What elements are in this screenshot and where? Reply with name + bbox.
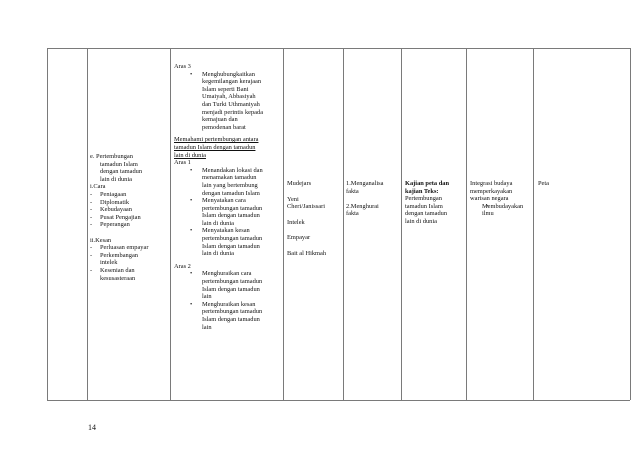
aras1-bullet-line: • Menandakan lokasi dan	[174, 167, 282, 175]
activity-bold-line: kajian Teks:	[405, 187, 439, 195]
table-col-divider	[466, 48, 467, 400]
aras3-bullet-line: Islam seperti Bani	[202, 85, 249, 93]
aras3-bullet-line: menjadi perintis kepada	[202, 108, 264, 116]
value-cell	[470, 180, 532, 218]
topic-item-e-line: lain di dunia	[100, 175, 132, 183]
aras2-bullet-line: pertembungan tamadun	[202, 308, 263, 316]
topic-cell	[90, 153, 168, 282]
aras3-bullet-line: Umaiyah, Abbasiyah	[202, 93, 256, 101]
aras3-bullet-line: kemajuan dan	[202, 116, 238, 124]
table-col-divider	[170, 48, 171, 400]
kesan-item: kesusasteraan	[100, 274, 136, 282]
aras1-bullet-line: dengan tamadun Islam	[202, 189, 260, 197]
aras1-bullet-line: • Menyatakan kesan	[174, 227, 282, 235]
aras1-bullet-line: lain di dunia	[202, 219, 234, 227]
activity-line: tamadun Islam	[405, 202, 443, 210]
aras1-bullet-line: menamakan tamadun	[202, 174, 257, 182]
keyword-item: Cheri/Janissari	[287, 203, 325, 211]
aras2-bullet-line: lain	[202, 323, 212, 331]
aras2-bullet-line: • Menghuraikan cara	[174, 270, 282, 278]
heading-line: lain di dunia	[174, 151, 206, 159]
table-border-bottom	[47, 400, 630, 401]
aras1-bullet-line: pertembungan tamadun	[202, 204, 263, 212]
thinking-skill-cell	[346, 180, 400, 218]
activity-bold-line: Kajian peta dan	[405, 180, 450, 187]
cara-item: - Peperangan	[90, 221, 168, 229]
topic-item-e-line: tamadun Islam	[100, 160, 138, 168]
keyword-item: Mudejars	[287, 180, 312, 187]
table-col-divider	[401, 48, 402, 400]
topic-item-e-line: e. Pertembungan	[90, 153, 133, 160]
aras2-bullet-line: Islam dengan tamadun	[202, 285, 260, 293]
resource-text: Peta	[538, 180, 550, 187]
aras2-label: Aras 2	[174, 262, 191, 270]
skill-line: fakta	[346, 187, 359, 195]
aras1-bullet-line: pertembungan tamadun	[202, 235, 263, 243]
aras1-bullet-line: Islam dengan tamadun	[202, 242, 260, 250]
value-line: Integrasi budaya	[470, 180, 513, 187]
activity-cell	[405, 180, 465, 226]
skill-line: 2.Menghurai	[346, 202, 379, 210]
aras1-label: Aras 1	[174, 159, 191, 167]
table-col-divider	[533, 48, 534, 400]
aras1-bullet-line: Islam dengan tamadun	[202, 212, 260, 220]
keyword-item: Yeni	[287, 195, 299, 203]
aras3-bullet-line: kegemilangan kerajaan	[202, 78, 262, 86]
cara-item: - Diplomatik	[90, 199, 168, 207]
value-line: warisan negara	[470, 195, 509, 203]
kesan-item: intelek	[100, 259, 118, 267]
keyword-item: Empayar	[287, 234, 311, 242]
aras1-bullet-line: lain yang bertembung	[202, 181, 258, 189]
aras3-label: Aras 3	[174, 63, 191, 70]
aras2-bullets	[174, 270, 282, 331]
aras2-bullet-line: Islam dengan tamadun	[202, 316, 260, 323]
kesan-list	[90, 244, 168, 282]
page-number: 14	[88, 423, 96, 432]
aras3-bullet-line: • Menghubungkaitkan	[174, 71, 282, 79]
keyword-item: Bait al Hikmah	[287, 249, 327, 257]
aras2-bullet-line: pertembungan tamadun	[202, 278, 263, 286]
aras3-bullet-line: pemodenan barat	[202, 123, 246, 131]
aras2-bullet-line: • Menghuraikan kesan	[174, 301, 282, 309]
skill-line: 1.Menganalisa	[346, 180, 384, 187]
keyword-item: Intelek	[287, 218, 305, 226]
activity-line: Pertembungan	[405, 195, 442, 203]
heading-line: tamadun Islam dengan tamadun	[174, 143, 256, 151]
learning-standard-heading	[174, 136, 282, 159]
kesan-heading: ii.Kesan	[90, 236, 112, 244]
kesan-item: - Perkembangan	[90, 252, 168, 260]
aras1-bullets	[174, 167, 282, 258]
kesan-item: - Perluasan empayar	[90, 244, 168, 252]
kesan-item: - Kesenian dan	[90, 267, 168, 275]
table-col-divider	[87, 48, 88, 400]
table-border-right	[630, 48, 631, 400]
skill-line: fakta	[346, 210, 359, 218]
aras1-bullet-line: • Menyatakan cara	[174, 197, 282, 205]
value-line: memperkayakan	[470, 187, 513, 195]
topic-item-e-line: dengan tamadun	[100, 168, 143, 176]
cara-item: - Pusat Pengajian	[90, 214, 168, 222]
keyword-cell	[287, 180, 341, 258]
activity-line: lain di dunia	[405, 217, 437, 225]
topic-item-e	[90, 153, 168, 183]
cara-list	[90, 191, 168, 229]
resource-cell	[538, 180, 578, 188]
cara-item: - Peniagaan	[90, 191, 168, 199]
learning-standard-cell	[174, 63, 282, 331]
aras2-bullet-line: lain	[202, 293, 212, 301]
cara-heading: i.Cara	[90, 183, 106, 191]
table-border-top	[47, 48, 630, 49]
heading-line: Memahami pertembungan antara	[174, 136, 259, 144]
cara-item: - Kebudayaan	[90, 206, 168, 214]
aras3-bullet-line: dan Turki Uthmaniyah	[202, 100, 260, 108]
value-bullet-cont: ilmu	[482, 210, 494, 218]
table-col-divider	[343, 48, 344, 400]
value-bullet: • Membudayakan	[470, 203, 532, 211]
aras1-bullet-line: lain di dunia	[202, 250, 234, 258]
aras3-bullet	[174, 71, 282, 132]
table-col-divider	[283, 48, 284, 400]
activity-line: dengan tamadun	[405, 210, 448, 218]
table-border-left	[47, 48, 48, 400]
